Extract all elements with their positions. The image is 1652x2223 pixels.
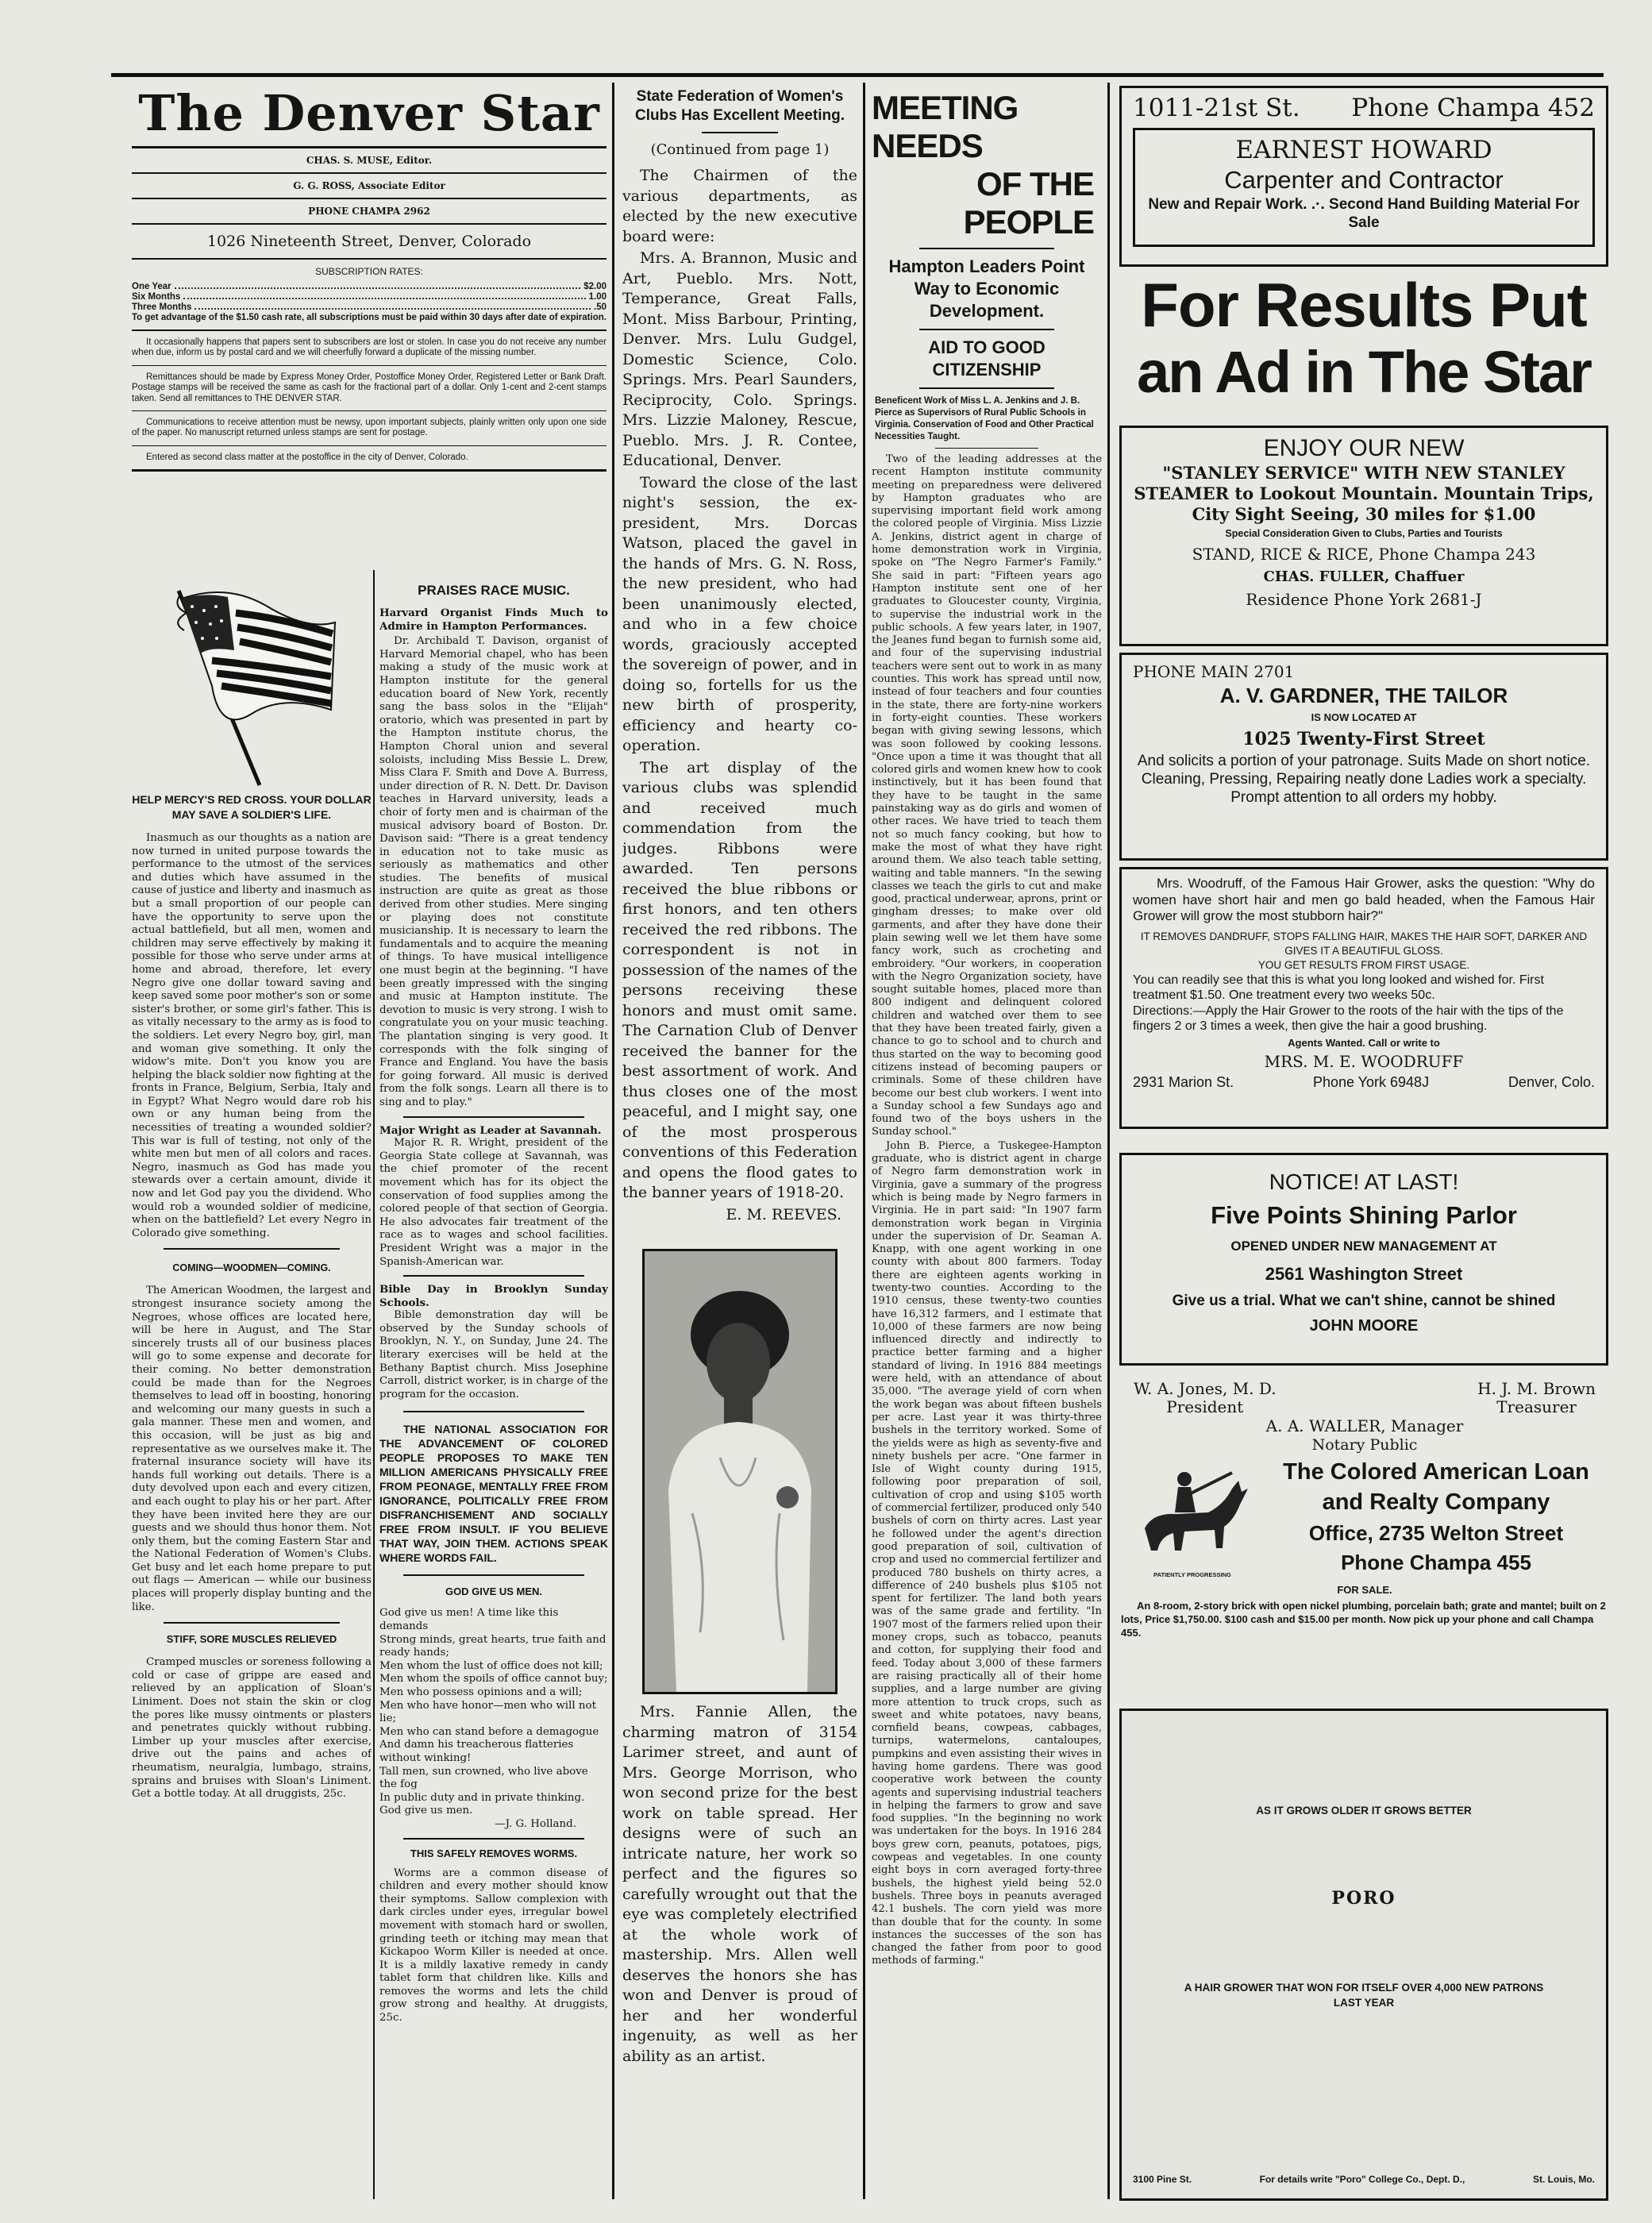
portrait-photo — [642, 1249, 838, 1694]
poro-line-1: AS IT GROWS OLDER IT GROWS BETTER — [1256, 1805, 1472, 1817]
ad-shining-parlor — [1119, 1153, 1608, 1366]
ad-gardner — [1119, 653, 1608, 861]
woodruff-question: Mrs. Woodruff, of the Famous Hair Grower, asks the question: "Why do women have short hair and men go bald headed, when the Famous Hair Grower will grow the most stubborn hair?" — [1133, 876, 1595, 923]
federation-p2: Mrs. A. Brannon, Music and Art, Pueblo. Mrs. Nott, Temperance, Great Falls, Mont. Miss Barbour, Printing, Denver. Mrs. Lulu Gudgel, Domestic Science, Colo. Springs. Mrs. Pearl Saunders, Reciprocity, Colo. Springs. Mrs. Lizzie Maloney, Rescue, Pueblo. Mrs. J. R. Contee, Educational, Denver. — [622, 249, 857, 469]
howard-trade: Carpenter and Contractor — [1224, 166, 1504, 194]
photo-caption: Mrs. Fannie Allen, the charming matron of 3154 Larimer street, and aunt of Mrs. George Morrison, who won second prize for the best work on table spread. Her designs were of such an intricate nature, her work so perfect and the figures so carefully wrought out that the eye was completely electrified at the whole work of mastership. Mrs. Allen well deserves the honors she has won and Denver is proud of her and her wonderful ingenuity, as well as her ability as an artist. — [622, 1703, 857, 2065]
federation-p1: The Chairmen of the various departments, as elected by the new executive board were: — [622, 167, 857, 245]
rates-note: To get advantage of the $1.50 cash rate, all subscriptions must be paid within 30 days after date of expiration. — [132, 313, 607, 322]
poem-author: —J. G. Holland. — [495, 1817, 576, 1830]
woodruff-address: 2931 Marion St. — [1133, 1073, 1234, 1090]
right-subcolumn — [379, 578, 608, 2199]
woodruff-results: YOU GET RESULTS FROM FIRST USAGE. — [1257, 958, 1470, 971]
howard-name: EARNEST HOWARD — [1235, 136, 1492, 164]
federation-p3: Toward the close of the last night's session, the ex-president, Mrs. Dorcas Watson, placed the gavel in the hands of Mrs. G. N. Ross, the new president, who had been unanimously elected, and who in a few choice words, graciously accepted the sovereign of power, and in doing so, fortells for us the new birth of prosperity, efficiency and hearty co-operation. — [622, 473, 857, 754]
ad-poro — [1119, 1709, 1608, 2201]
wright-body: Major R. R. Wright, president of the Georgia State college at Savannah, was the chief promoter of the recent movement which has for its object the conservation of food supplies among the colored people of that section of Georgia. He also advocates fair treatment of the race as to wages and school facilities. President Wright was a major in the Spanish-American war. — [379, 1137, 608, 1268]
stanley-line-5: STAND, RICE & RICE, Phone Champa 243 — [1192, 545, 1536, 564]
masthead-associate: G. G. ROSS, Associate Editor — [293, 180, 445, 191]
redcross-body: Inasmuch as our thoughts as a nation are now turned in united purpose towards the performance to the utmost of the services and duties which have assumed in the cause of justice and liberty and inasmuch as but a small proportion of our people can have the opportunity to serve upon the actual battlefield, but all men, women and children may serve effectively by making it possible for those who serve under arms at home and abroad, therefore, let every Negro give one dollar toward saving and keep saved some poor mother's son or some sister's brother, or some girl's father. This is as vitally necessary to the army as is food to the soldiers. Let every Negro boy, girl, man and woman give something. It only the widow's mite. Don't you know you are helping the black soldier now fighting at the fronts in France, Belgium, Serbia, Italy and in Egypt? What Negro would dare rob his own or any human being from the necessities of treating a wounded soldier? This war is full of testing, not only of the white men but men of all colors and races. Negro, inasmuch as God has made you stewards over a certain amount, divide it now and let God pay you the dividend. Who would rob a wounded soldier of medicine, when on the battlefield? Let every Negro in Colorado give something. — [132, 832, 372, 1239]
worms-body: Worms are a common disease of children and every mother should know their symptoms. Sallow complexion with dark circles under eyes, irregular bowel movement with stomach hard or swollen, grinding teeth or itching may mean that Kickapoo Worm Killer is needed at once. It is a mildly laxative remedy in candy tablet form that children like. Kills and removes the worms and lets the child grow strong and healthy. At druggists, 25c. — [379, 1867, 608, 2025]
top-rule — [111, 73, 1604, 77]
masthead-title: The Denver Star — [138, 86, 600, 142]
loan-president-title: President — [1166, 1397, 1244, 1416]
woman-portrait-icon — [645, 1251, 835, 1692]
poro-brand: PORO — [1331, 1888, 1396, 1909]
parlor-trial: Give us a trial. What we can't shine, cannot be shined — [1172, 1293, 1556, 1309]
loan-treasurer-title: Treasurer — [1496, 1397, 1577, 1416]
ad-loan-company — [1121, 1380, 1608, 1689]
masthead-editor: CHAS. S. MUSE, Editor. — [306, 155, 433, 166]
loan-president-name: W. A. Jones, M. D. — [1134, 1379, 1277, 1398]
results-line-2: an Ad in The Star — [1137, 339, 1591, 405]
worms-title: THIS SAFELY REMOVES WORMS. — [410, 1847, 578, 1859]
woodmen-title: COMING—WOODMEN—COMING. — [172, 1262, 331, 1274]
subscription-rates: One Year $2.00 Six Months 1.00 Three Months .50 To get advantage of the $1.50 cash rate, all subscriptions must be paid within 30 days after date of expiration. — [132, 282, 607, 322]
column-divider — [612, 83, 614, 2199]
results-line-1: For Results Put — [1141, 270, 1587, 340]
column-divider — [1107, 83, 1110, 2199]
loan-company-1: The Colored American Loan — [1283, 1459, 1589, 1485]
meeting-body-1: Two of the leading addresses at the recent Hampton institute community meeting on preparedness were delivered by Hampton graduates who are supervising important field work among the colored people of Virginia. Miss Lizzie A. Jenkins, district agent in charge of home demonstration work in Virginia, spoke on "The Negro Farmer's Family." She said in part: "Fifteen years ago Hampton institute sent one of her graduates to Gloucester county, Virginia, to supervise the industrial work in the public schools. A few years later, in 1907, the Jeanes fund began to furnish some aid, and four of the supervising industrial teachers were sent out to work in as many counties. This work has spread until now, instead of four teachers and four counties in the state, there are forty-nine workers in forty-eight counties. These workers began with giving sewing lessons, which was soon followed by cooking lessons. "Once upon a time it was thought that all colored girls and women knew how to cook instinctively, but it has been found that they have to be taught in the same painstaking way as do girls and women of other races. We have tried to teach them not so much fancy cooking, but how to make the most of what they have right around them. We also teach table setting, waiting and table manners. "In the sewing classes we teach the girls to cut and make good, practical underwear, aprons, print or gingham dresses; to make over old garments, and after they have done their plain sewing well we let them have some fancy work, such as crocheting and embroidery. "Our workers, in cooperation with the Negro Organization society, have sought suitable homes, placed more than 800 indigent and delinquent colored children and watched over them to see that they have been treated fairly, given a chance to go to school and to church and thus started on the way to becoming good citizens instead of becoming paupers or criminals. Some of these children have become our best club workers. I went into a Sunday school a few Sundays ago and found two of the boys ushers in the Sunday school." — [872, 453, 1102, 1138]
woodruff-caps: IT REMOVES DANDRUFF, STOPS FALLING HAIR, MAKES THE HAIR SOFT, DARKER AND GIVES IT A BEAUTIFUL GLOSS. — [1140, 930, 1588, 957]
stanley-line-3: City Sight Seeing, 30 miles for $1.00 — [1192, 504, 1536, 524]
howard-phone: Phone Champa 452 — [1351, 94, 1595, 122]
meeting-subtitle-2: AID TO GOOD CITIZENSHIP — [928, 337, 1045, 379]
loan-logo — [1121, 1457, 1264, 1578]
stanley-line-1: "STANLEY SERVICE" WITH NEW STANLEY — [1162, 463, 1565, 483]
woodruff-p2: Directions:—Apply the Hair Grower to the roots of the hair with the tips of the fingers 2 or 3 times a week, then give the hair a good brushing. — [1133, 1004, 1564, 1033]
parlor-address: 2561 Washington Street — [1265, 1264, 1463, 1284]
poro-city: St. Louis, Mo. — [1532, 2174, 1595, 2185]
meeting-title-1: MEETING NEEDS — [872, 89, 1019, 164]
notice-lost-papers: It occasionally happens that papers sent to subscribers are lost or stolen. In case you do not receive any number when due, inform us by postal card and we will cheerfully forward a duplicate of the missing number. — [132, 337, 607, 358]
gardner-address: 1025 Twenty-First Street — [1242, 729, 1485, 749]
woodruff-p1: You can readily see that this is what you long looked and wished for. First treatment $1.50. One treatment every two weeks 50c. — [1133, 973, 1544, 1002]
stanley-line-6: CHAS. FULLER, Chaffuer — [1263, 568, 1465, 585]
praises-title: PRAISES RACE MUSIC. — [418, 583, 570, 598]
woodruff-phone: Phone York 6948J — [1312, 1073, 1430, 1090]
federation-title: State Federation of Women's Clubs Has Excellent Meeting. — [635, 88, 845, 124]
federation-continued: (Continued from page 1) — [650, 141, 830, 158]
notice-entered: Entered as second class matter at the postoffice in the city of Denver, Colorado. — [146, 452, 468, 462]
poem-title: GOD GIVE US MEN. — [445, 1585, 543, 1598]
stanley-line-7: Residence Phone York 2681-J — [1246, 590, 1482, 609]
bibleday-title: Bible Day in Brooklyn Sunday Schools. — [379, 1283, 608, 1309]
bibleday-body: Bible demonstration day will be observed by the Sunday schools of Brooklyn, N. Y., on Sunday, June 24. The literary exercises will be held at the Bethany Baptist church. Miss Josephine Carroll, district worker, is in charge of the program for the occasion. — [379, 1309, 608, 1400]
ad-results — [1119, 270, 1608, 413]
woodruff-city: Denver, Colo. — [1508, 1073, 1595, 1090]
meeting-body-2: John B. Pierce, a Tuskegee-Hampton graduate, who is district agent in charge of Negro farm demonstration work in Virginia, gave a summary of the progress which is being made by Negro farmers in Virginia. He in part said: "In 1907 farm demonstration work began in Virginia under the supervision of Dr. Seaman A. Knapp, with one agent working in one county with about 800 farmers. Today there are eighteen agents working in twenty-two counties. According to the 1910 census, these twenty-two counties have 16,312 farmers, and I estimate that 10,000 of these farmers are now being influenced directly and indirectly to practice better farming and a higher standard of living. In 1916 884 meetings were held, with an attendance of about 35,000. "The average yield of corn when the work began was about fifteen bushels per acre. Last year it was thirty-three bushels in the territory worked. Some of the yields were as high as seventy-five and ninety bushels per acre. "One farmer in Isle of Wight county during 1915, following poor preparation of soil, cultivation of crop and using $105 worth of commercial fertilizer, produced only 540 bushels of corn on thirty acres. Last year he followed under the agent's direction good preparation of soil, cultivation of crop and used no commercial fertilizer and produced 780 bushels on thirty acres, a difference of 240 bushels plus $105 not spent for fertilizer. The land both years was of the same grade and fertility. "In 1907 most of the farmers relied upon their money crops, such as tobacco, peanuts and cotton, for supplying their food and feed. Today about 3,000 of these farmers are raising practically all of their home supplies, and a large number are giving more attention to truck crops, such as sweet and white potatoes, navy beans, cornfield beans, cowpeas, cabbages, turnips, watermelons, cantaloupes, pumpkins and even assisting their wives in having home gardens. There was good cooperative work between the county agents and supervising industrial teachers in helping the farmers to grow and save food supplies. "In the beginning no work was undertaken for the boys. In 1916 284 boys grew corn, peanuts, potatoes, pigs, cowpeas and vegetables. In one county eight boys in corn averaged forty-three bushels, the highest yield being 52.0 bushels. Three boys in peanuts averaged 42.1 bushels. The corn yield was more than double that for the county. In some instances the successes of the son has changed the father from poor to good methods of farming." — [872, 1139, 1102, 1967]
meeting-subtitle: Hampton Leaders Point Way to Economic Development. — [888, 256, 1085, 321]
poro-line-2: A HAIR GROWER THAT WON FOR ITSELF OVER 4,000 NEW PATRONS LAST YEAR — [1184, 1982, 1544, 2009]
federation-signature: E. M. REEVES. — [726, 1205, 841, 1223]
ad-woodruff — [1119, 867, 1608, 1129]
gardner-name: A. V. GARDNER, THE TAILOR — [1219, 684, 1508, 707]
masthead-address: 1026 Nineteenth Street, Denver, Colorado — [206, 233, 532, 250]
stanley-title: ENJOY OUR NEW — [1263, 435, 1465, 461]
praises-subtitle: Harvard Organist Finds Much to Admire in Hampton Performances. — [379, 607, 608, 633]
stanley-line-2: STEAMER to Lookout Mountain. Mountain Trips, — [1134, 484, 1594, 503]
meeting-deck: Beneficent Work of Miss L. A. Jenkins and J. B. Pierce as Supervisors of Rural Public Schools in Virginia. Conservation of Food and Other Practical Necessities Taught. — [875, 396, 1094, 441]
parlor-owner: JOHN MOORE — [1309, 1317, 1419, 1335]
loan-sale-heading: FOR SALE. — [1337, 1584, 1392, 1596]
meeting-title-2: OF THE PEOPLE — [963, 165, 1094, 241]
stanley-line-4: Special Consideration Given to Clubs, Parties and Tourists — [1225, 528, 1503, 539]
loan-company-2: and Realty Company — [1322, 1489, 1550, 1515]
loan-office: Office, 2735 Welton Street — [1308, 1521, 1564, 1545]
poro-details: For details write "Poro" College Co., Dept. D., — [1259, 2174, 1465, 2185]
howard-line: New and Repair Work. .·. Second Hand Building Material For Sale — [1148, 196, 1580, 231]
redcross-caption: HELP MERCY'S RED CROSS. YOUR DOLLAR MAY SAVE A SOLDIER'S LIFE. — [132, 793, 372, 821]
parlor-notice: NOTICE! AT LAST! — [1269, 1169, 1459, 1194]
federation-column — [622, 87, 857, 2199]
notice-communications: Communications to receive attention must be newsy, upon important subjects, plainly written only upon one side of the paper. No manuscript returned unless stamps are sent for postage. — [132, 418, 607, 438]
ad-stanley — [1119, 426, 1608, 646]
woodruff-name: MRS. M. E. WOODRUFF — [1264, 1051, 1464, 1071]
gardner-phone: PHONE MAIN 2701 — [1133, 662, 1295, 681]
american-flag-icon — [164, 575, 339, 789]
howard-address: 1011-21st St. — [1133, 94, 1300, 122]
poem-body: God give us men! A time like this demands Strong minds, great hearts, true faith and ready hands; Men whom the lust of office does not kill; Men whom the spoils of office cannot buy; Men who possess opinions and a will; Men who have honor—men who will not lie; Men who can stand before a demagogue And damn his treacherous flatteries without winking! Tall men, sun crowned, who live above the fog In public duty and in private thinking. God give us men. —J. G. Holland. — [379, 1607, 608, 1830]
loan-manager: A. A. WALLER, Manager — [1265, 1416, 1464, 1435]
subscription-heading: SUBSCRIPTION RATES: — [315, 266, 423, 277]
muscles-body: Cramped muscles or soreness following a cold or case of grippe are eased and relieved by an application of Sloan's Liniment. Does not stain the skin or clog the pores like mussy ointments or plasters and penetrates quickly without rubbing. Limber up your muscles after exercise, drive out the pains and aches of rheumatism, neuralgia, lumbago, strains, sprains and bruises with Sloan's Liniment. Get a bottle today. At all druggists, 25c. — [132, 1656, 372, 1801]
ad-howard — [1119, 86, 1608, 267]
praises-body: Dr. Archibald T. Davison, organist of Harvard Memorial chapel, who has been making a study of the music work at Hampton institute for the general education board of New York, recently sang the bass solos in the "Elijah" oratorio, which was presented in part by the Hampton institute chorus, the Hampton Choral union and several soloists, including Miss Bessie L. Drew, Miss Clara F. Smith and Dove A. Burress, under direction of R. N. Dett. Dr. Davison teaches in Harvard university, leads a choir of forty men and is chairman of the musical advisory board of Boston. Dr. Davison said: "There is a great tendency in education not to take music as seriously as mathematics and other studies. The benefits of musical instruction are quite as great as those derived from other studies. Mere singing or playing does not constitute musicianship. It is necessary to learn the fundamentals and to acquire the meaning of things. To have musical intelligence one must begin at the beginning. "I have been greatly impressed with the singing and music at Hampton institute. The devotion to music is very strong. I wish to congratulate you on your music teaching. The plantation singing is very good. It corresponds with the folk singing of France and England. You have the basis for going forward. All music is derived from the folk songs. Learn all there is to sing and to play." — [379, 635, 608, 1108]
masthead-phone: PHONE CHAMPA 2962 — [308, 206, 430, 217]
meeting-column — [872, 89, 1102, 2199]
loan-sale-body: An 8-room, 2-story brick with open nickel plumbing, porcelain bath; grate and mantel; built on 2 lots, Price $1,750.00. $100 cash and $15.00 per month. Now pick up your phone and call Champa 455. — [1121, 1600, 1606, 1639]
loan-treasurer-name: H. J. M. Brown — [1477, 1379, 1596, 1398]
loan-phone: Phone Champa 455 — [1341, 1551, 1531, 1574]
woodruff-agents: Agents Wanted. Call or write to — [1288, 1036, 1440, 1049]
poro-address: 3100 Pine St. — [1133, 2174, 1192, 2185]
column-divider — [373, 570, 375, 2199]
naacp-notice: THE NATIONAL ASSOCIATION FOR THE ADVANCEMENT OF COLORED PEOPLE PROPOSES TO MAKE TEN MILLION AMERICANS PHYSICALLY FREE FROM PEONAGE, MENTALLY FREE FROM IGNORANCE, POLITICALLY FREE FROM DISFRANCHISEMENT AND SOCIALLY FREE FROM INSULT. IF YOU BELIEVE THAT WAY, JOIN THEM. ACTIONS SPEAK WHERE WORDS FAIL. — [379, 1423, 608, 1565]
notice-remittances: Remittances should be made by Express Money Order, Postoffice Money Order, Registered Letter or Bank Draft. Postage stamps will be received the same as cash for the fractional part of a dollar. Only 1-cent and 2-cent stamps taken. Send all remittances to THE DENVER STAR. — [132, 372, 607, 403]
wright-title: Major Wright as Leader at Savannah. — [379, 1123, 602, 1137]
loan-notary: Notary Public — [1311, 1436, 1418, 1454]
parlor-management: OPENED UNDER NEW MANAGEMENT AT — [1230, 1239, 1497, 1254]
muscles-title: STIFF, SORE MUSCLES RELIEVED — [166, 1633, 337, 1646]
parlor-name: Five Points Shining Parlor — [1211, 1201, 1517, 1229]
woodmen-body: The American Woodmen, the largest and strongest insurance society among the Negroes, whose offices are located here, will be here in August, and The Star sincerely trusts all of our business places will go to some expense and decorate for their coming. No better demonstration could be made than for the Negroes themselves to lead off in boosting, honoring and welcoming our many guests in such a gala manner. These men and women, and this occasion, will be just as big and representative as we ourselves make it. The fraternal insurance society will have its hands full working out details. There is a duty devolved upon each and every citizen, and each ought to play his or her part. After they have been invited here they are our guests and we should thus honor them. Not only them, but the coming Eastern Star and the National Federation of Women's Clubs. Get busy and let each home prepare to put out flags — American — while our business places will properly display bunting and the like. — [132, 1285, 372, 1613]
farmer-mule-icon — [1129, 1457, 1256, 1568]
left-subcolumn — [132, 570, 372, 2199]
column-divider — [863, 83, 865, 2199]
gardner-now: IS NOW LOCATED AT — [1311, 711, 1417, 723]
federation-p4: The art display of the various clubs was splendid and received much commendation from the judges. Ribbons were awarded. Ten persons received the blue ribbons or first honors, and ten others received the red ribbons. The correspondent is not in possession of the names of the persons receiving these honors and must omit same. The Carnation Club of Denver received the banner for the best assortment of work. And thus closes one of the most peaceful, and I might say, one of the most prosperous conventions of this Federation and opens the flood gates to the banner years of 1918-20. — [622, 758, 857, 1201]
loan-logo-caption: PATIENTLY PROGRESSING — [1153, 1571, 1231, 1578]
gardner-body: And solicits a portion of your patronage. Suits Made on short notice. Cleaning, Pressing, Repairing neatly done Ladies work a specialty. Prompt attention to all orders my hobby. — [1137, 753, 1591, 806]
